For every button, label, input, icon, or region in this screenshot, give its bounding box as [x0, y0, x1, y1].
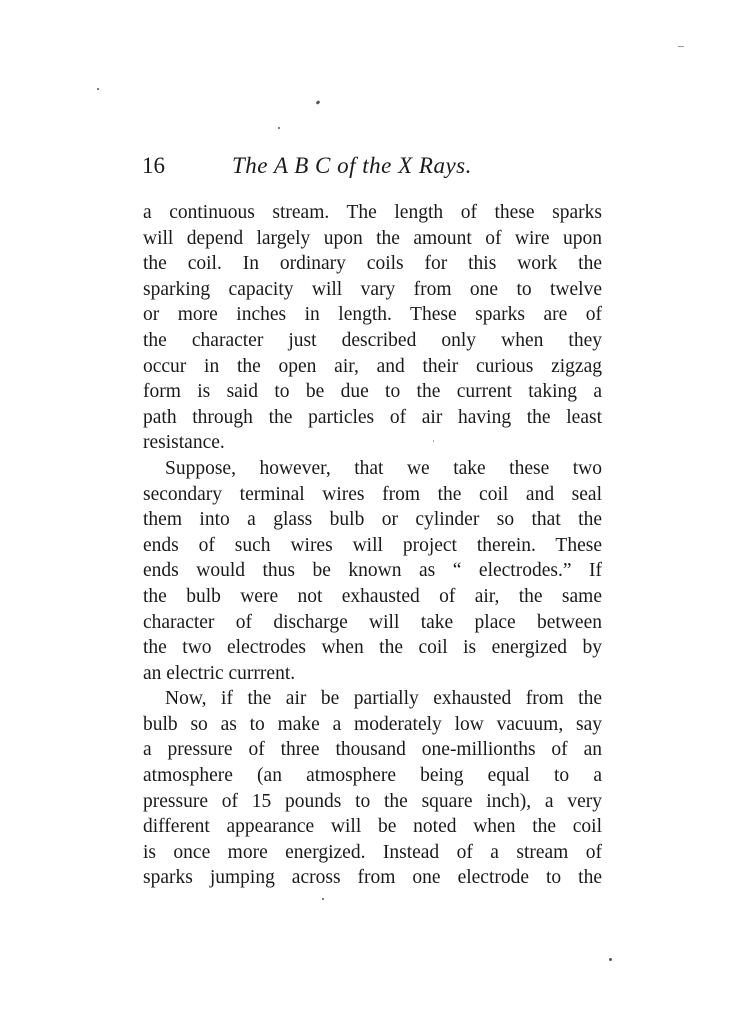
text-line: bulb so as to make a moderately low vacuum, say	[143, 713, 602, 735]
text-line: an electric currrent.	[143, 662, 296, 684]
text-line: different appearance will be noted when the coil	[143, 816, 602, 838]
text-line: the bulb were not exhausted of air, the same	[143, 585, 602, 607]
scan-speck	[609, 958, 612, 961]
text-line: form is said to be due to the current taking a	[143, 381, 602, 403]
text-line: the character just described only when they	[143, 329, 602, 351]
text-line: will depend largely upon the amount of wire upon	[143, 227, 602, 249]
text-line: ends would thus be known as “ electrodes.” If	[143, 560, 602, 582]
text-line: a continuous stream. The length of these sparks	[143, 202, 602, 223]
scan-speck	[278, 127, 280, 129]
scan-speck	[433, 440, 434, 442]
paragraph-start-line: Now, if the air be partially exhausted from the	[165, 688, 602, 710]
text-line: pressure of 15 pounds to the square inch), a very	[143, 790, 602, 812]
text-line: the coil. In ordinary coils for this work the	[143, 253, 602, 275]
text-line: secondary terminal wires from the coil and seal	[143, 483, 602, 505]
scan-speck	[316, 100, 321, 105]
text-line: occur in the open air, and their curious zigzag	[143, 355, 602, 377]
paragraph-start-line: Suppose, however, that we take these two	[165, 457, 602, 479]
text-line: resistance.	[143, 432, 225, 454]
text-line: sparks jumping across from one electrode to the	[143, 867, 602, 889]
text-line: ends of such wires will project therein. These	[143, 534, 602, 556]
text-line: sparking capacity will vary from one to twelve	[143, 278, 602, 300]
text-line: is once more energized. Instead of a stream of	[143, 841, 602, 863]
text-line: character of discharge will take place between	[143, 611, 602, 633]
scan-speck	[678, 46, 684, 47]
text-line: a pressure of three thousand one-millionths of an	[143, 739, 602, 761]
body-text	[143, 200, 602, 891]
text-line: them into a glass bulb or cylinder so that the	[143, 509, 602, 531]
scan-speck	[97, 88, 99, 90]
scan-speck	[322, 898, 324, 900]
running-head	[142, 150, 602, 182]
text-line: the two electrodes when the coil is energized by	[143, 637, 602, 659]
text-line: path through the particles of air having the least	[143, 406, 602, 428]
text-line: atmosphere (an atmosphere being equal to a	[143, 765, 602, 787]
running-title: The A B C of the X Rays.	[232, 153, 472, 178]
text-line: or more inches in length. These sparks are of	[143, 304, 602, 326]
page-number: 16	[142, 153, 165, 178]
